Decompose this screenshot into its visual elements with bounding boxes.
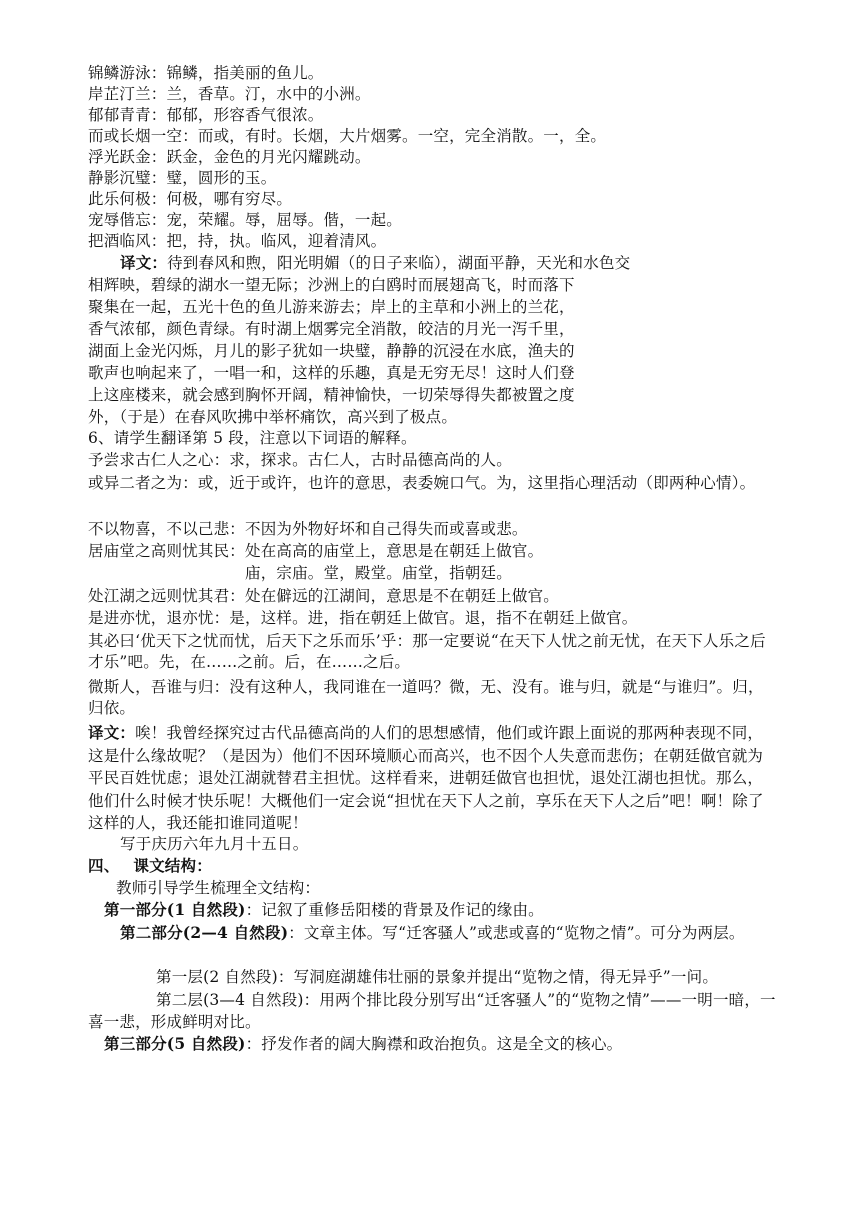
translation-line: 外，（于是）在春风吹拂中举杯痛饮，高兴到了极点。 (88, 408, 458, 426)
translation-line: 聚集在一起，五光十色的鱼儿游来游去；岸上的主草和小洲上的兰花， (88, 298, 575, 316)
structure-part-3 (104, 1034, 622, 1054)
translation-line: 香气浓郁，颜色青绿。有时湖上烟雾完全消散，皎洁的月光一泻千里， (88, 320, 575, 338)
translation-paragraph (88, 722, 778, 835)
date-line: 写于庆历六年九月十五日。 (120, 835, 309, 853)
section-number: 四、 (88, 856, 120, 875)
translation-line: 上这座楼来，就会感到胸怀开阔，精神愉快，一切荣辱得失都被置之度 (88, 386, 575, 404)
note-line: 浮光跃金：跃金，金色的月光闪耀跳动。 (88, 148, 371, 166)
translation-first-line (120, 253, 630, 273)
translation-label: 译文： (88, 723, 136, 742)
section-heading (88, 856, 212, 876)
note-line: 其必曰‘优天下之忧而忧，后天下之乐而乐’乎：那一定要说“在天下人忧之前无忧，在天下人乐之后才乐”吧。先，在……之前。后，在……之后。 (88, 632, 766, 671)
note-line: 此乐何极：何极，哪有穷尽。 (88, 190, 293, 208)
part-text: ：文章主体。写“迁客骚人”或悲或喜的“览物之情”。可分为两层。 (288, 924, 745, 942)
translation-line: 湖面上金光闪烁，月儿的影子犹如一块璧，静静的沉浸在水底，渔夫的 (88, 342, 575, 360)
note-line: 锦鳞游泳：锦鳞，指美丽的鱼儿。 (88, 64, 324, 82)
structure-part-1 (104, 900, 544, 920)
structure-layer-1: 第一层(2 自然段)：写洞庭湖雄伟壮丽的景象并提出“览物之情，得无异乎”一问。 (156, 968, 719, 986)
note-line: 庙，宗庙。堂，殿堂。庙堂，指朝廷。 (245, 564, 512, 582)
part-text: ：记叙了重修岳阳楼的背景及作记的缘由。 (245, 901, 544, 919)
translation-label: 译文： (120, 253, 168, 272)
note-line: 郁郁青青：郁郁，形容香气很浓。 (88, 106, 324, 124)
note-line: 不以物喜，不以己悲：不因为外物好坏和自己得失而或喜或悲。 (88, 520, 528, 538)
part-label: 第一部分(1 自然段) (104, 900, 246, 919)
part-label: 第三部分(5 自然段) (104, 1034, 246, 1053)
translation-line: 相辉映，碧绿的湖水一望无际；沙洲上的白鸥时而展翅高飞，时而落下 (88, 276, 575, 294)
note-line: 而或长烟一空：而或，有时。长烟，大片烟雾。一空，完全消散。一，全。 (88, 127, 607, 145)
translation-text: 唉！我曾经探究过古代品德高尚的人们的思想感情，他们或许跟上面说的那两种表现不同，这是什么缘故呢？（是因为）他们不因环境顺心而高兴，也不因个人失意而悲伤；在朝廷做官就为平民百姓忧虑；退处江湖就替君主担忧。这样看来，进朝廷做官也担忧，退处江湖也担忧。那么，他们什么时候才快乐呢！大概他们一定会说“担忧在天下人之前，享乐在天下人之后”吧！啊！除了这样的人，我还能扣谁同道呢！ (88, 724, 764, 832)
task-heading: 6、请学生翻译第 5 段，注意以下词语的解释。 (88, 429, 417, 447)
note-line: 宠辱偕忘：宠，荣耀。辱，屈辱。偕，一起。 (88, 211, 403, 229)
note-line: 岸芷汀兰：兰，香草。汀，水中的小洲。 (88, 85, 371, 103)
note-line: 予尝求古仁人之心：求，探求。古仁人，古时品德高尚的人。 (88, 451, 512, 469)
structure-part-2 (88, 922, 778, 944)
part-text: ：抒发作者的阔大胸襟和政治抱负。这是全文的核心。 (245, 1035, 623, 1053)
note-line: 是进亦忧，退亦忧：是，这样。进，指在朝廷上做官。退，指不在朝廷上做官。 (88, 609, 638, 627)
section-title: 课文结构： (133, 856, 212, 875)
note-line: 把酒临风：把，持，执。临风，迎着清风。 (88, 232, 387, 250)
note-line: 居庙堂之高则忧其民：处在高高的庙堂上，意思是在朝廷上做官。 (88, 542, 544, 560)
structure-layer-2: 第二层(3—4 自然段)：用两个排比段分别写出“迁客骚人”的“览物之情”——一明一暗，一喜一悲，形成鲜明对比。 (88, 991, 776, 1031)
translation-line: 歌声也响起来了，一唱一和，这样的乐趣，真是无穷无尽！这时人们登 (88, 364, 575, 382)
note-line: 微斯人，吾谁与归：没有这种人，我同谁在一道吗？微，无、没有。谁与归，就是“与谁归”。归，归依。 (88, 678, 764, 717)
part-label: 第二部分(2—4 自然段) (120, 923, 289, 942)
note-line: 处江湖之远则忧其君：处在僻远的江湖间，意思是不在朝廷上做官。 (88, 587, 560, 605)
note-line: 或异二者之为：或，近于或许，也许的意思，表委婉口气。为，这里指心理活动（即两种心情）。 (88, 474, 756, 492)
structure-intro: 教师引导学生梳理全文结构： (116, 879, 321, 897)
note-line: 静影沉璧：璧，圆形的玉。 (88, 169, 277, 187)
translation-text: 待到春风和煦，阳光明媚（的日子来临），湖面平静，天光和水色交 (167, 254, 631, 272)
